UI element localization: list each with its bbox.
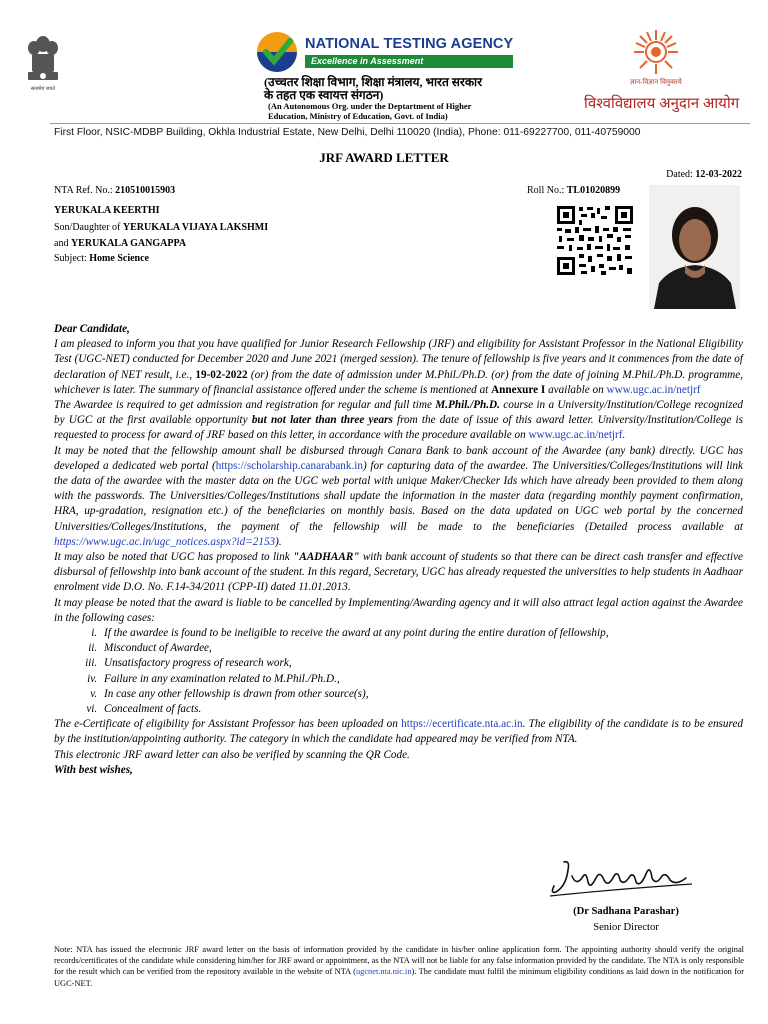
ugc-motto: ज्ञान-विज्ञान विमुक्तये [630,78,682,86]
signatory-name: (Dr Sadhana Parashar) [573,906,679,917]
parent-row-1 [54,222,268,233]
list-item: v. In case any other fellowship is drawn from other source(s), [100,687,743,702]
roll-label: Roll No.: [527,185,565,196]
closing: With best wishes, [54,763,133,776]
ugc-notice-link[interactable]: https://www.ugc.ac.in/ugc_notices.aspx?id=2153 [54,535,276,548]
nta-name: NATIONAL TESTING AGENCY [305,36,514,52]
letter-title: JRF AWARD LETTER [319,150,449,165]
deadline-text: but not later than three years [251,414,393,427]
p1-text-c: available on [548,383,604,396]
p3-text-a: It may be noted that the fellowship amount shall be disbursed through Canara Bank to bank account of the Awardee (any bank) directly. UGC has developed a dedicated web portal ( [54,444,743,472]
ugc-hindi-name: विश्वविद्यालय अनुदान आयोग [584,96,740,112]
paragraph-5: It may please be noted that the award is liable to be cancelled by Implementing/Awarding agency and it will also attract legal action against the Awardee in the following cases: [54,596,743,624]
p3-text-b: ) for capturing data of the awardee. The Universities/Colleges/Institutions will link the data of the awardee with the master data on the UGC web portal with unique Maker/Checker Ids which have already been provided to them along with the passwords. The Universities/Colleges/Institutions shall update the information in the master data (regarding monthly payment confirmation, HRA, up-gradation, resignation etc.) of the beneficiaries on monthly basis. Based on the data updated on UGC web portal by the concerned Universities/Colleges/Institutions, the payment of the fellowship will be made to the beneficiaries (Detailed process available at [54,459,743,533]
signatory-designation: Senior Director [593,922,659,933]
ecertificate-link[interactable]: https://ecertificate.nta.ac.in [401,718,523,731]
note-text-b: ). The candidate must fulfil the minimum eligibility conditions as laid down in the notification for UGC-NET. [54,967,744,988]
p1-text-b: (or) from the date of admission under M.Phil./Ph.D. (or) from the date of joining M.Phil./Ph.D. programme, whichever is later. The summary of financial assistance offered under the scheme is mentioned at [54,368,744,396]
subject-row [54,253,149,264]
list-item: vi. Concealment of facts. [100,702,743,717]
list-item: iv. Failure in any examination related to M.Phil./Ph.D., [100,672,743,687]
nta-autonomous-line-1: (An Autonomous Org. under the Deptartment of Higher [268,101,472,111]
p1-text-a: I am pleased to inform you that you have qualified for Junior Research Fellowship (JRF) and eligibility for Assistant Professor in the National Eligibility Test (UGC-NET) conducted for December 2020 and June 2021 (merged session). The tenure of fellowship is five years and it commences from the date of declaration of NET result, i.e., [54,338,743,381]
ref-row [54,185,175,196]
nta-logo-icon [255,30,299,74]
paragraph-1 [54,337,743,398]
net-result-date: 19-02-2022 [195,368,248,381]
course-label: M.Phil./Ph.D. [435,399,500,412]
ugc-netjrf-link[interactable]: www.ugc.ac.in/netjrf [606,383,701,396]
p6-text-a: The e-Certificate of eligibility for Assistant Professor has been uploaded on [54,718,398,731]
and-label: and [54,238,69,249]
paragraph-2: The Awardee is required to get admission and registration for regular and full time M.Phil./Ph.D. course in a University/Institution/College recognized by UGC at the first available opportunity but not later than three years from the date of issue of this award letter. University/Institution/College is requested to process for award of JRF based on this letter, in accordance with the procedure available on www.ugc.ac.in/netjrf. [54,399,744,442]
p4-text-b: with bank account of students so that there can be direct cash transfer and effective disbursal of fellowship into bank account of the student. In this regard, Secretary, UGC has already requested the universities to help students in Aadhaar enrolment vide D.O. No. F.14-34/2011 (CPP-II) dated 11.01.2013. [54,551,744,594]
p2-text-a: The Awardee is required to get admission and registration for regular and full time [54,399,432,412]
salutation: Dear Candidate, [54,323,130,335]
emblem-caption: सत्यमेव जयते [30,87,56,92]
p4-text-a: It may also be noted that UGC has proposed to link [54,551,290,564]
nta-hindi-line-1: (उच्चतर शिक्षा विभाग, शिक्षा मंत्रालय, भारत सरकार [264,75,483,89]
ref-value: 210510015903 [115,185,176,196]
parent-1-name: YERUKALA VIJAYA LAKSHMI [122,222,269,233]
p3-text-c: ). [275,535,282,548]
roll-row [527,185,620,196]
parent-2-name: YERUKALA GANGAPPA [70,238,187,249]
aadhaar-label: "AADHAAR" [293,551,360,564]
p2-text-c: from the date of issue of this award letter. University/Institution/College is requested to process for award of JRF based on this letter, in accordance with the procedure available on [54,414,744,442]
dated-label: Dated: [666,169,693,180]
nta-address: First Floor, NSIC-MDBP Building, Okhla Industrial Estate, New Delhi, Delhi 110020 (India), Phone: 011-69227700, 011-40759000 [54,127,641,138]
subject-value: Home Science [89,253,149,264]
candidate-photo [649,185,740,309]
annexure-label: Annexure I [491,383,546,396]
note-text-a: Note: NTA has issued the electronic JRF award letter on the basis of information provided by the candidate in his/her online application form. The appointing authority should verify the original records/certificates of the candidate while considering him/her for JRF award or appointment, as the NTA will not be liable for any false information provided by the candidate. The NTA is only responsible for the result which can be verified from the repository available in the website of NTA ( [54,945,744,977]
list-item: iii. Unsatisfactory progress of research work, [100,656,743,671]
list-item: i. If the awardee is found to be ineligible to receive the award at any point during the entire duration of fellowship, [100,626,743,641]
nta-hindi-line-2: के तहत एक स्वायत्त संगठन) [264,88,384,102]
canara-scholarship-link[interactable]: https://scholarship.canarabank.in [215,459,363,472]
cancellation-cases-list [54,626,743,717]
nta-tagline: Excellence in Assessment [305,55,513,68]
header-divider [50,123,750,124]
p2-text-b: course in a University/Institution/College recognized by UGC at the first available opportunity [54,399,744,427]
letter-body [54,322,743,778]
ugc-logo-icon [632,28,680,76]
paragraph-3 [54,444,743,550]
parent-prefix: Son/Daughter of [54,222,121,233]
paragraph-6 [54,717,743,747]
roll-value: TL01020899 [566,185,621,196]
paragraph-4 [54,550,743,596]
signature-image [546,856,696,902]
paragraph-7: This electronic JRF award letter can also be verified by scanning the QR Code. [54,748,410,761]
footer-note [54,944,744,989]
nta-autonomous-line-2: Education, Ministry of Education, Govt. of India) [268,111,448,121]
subject-label: Subject: [54,253,87,264]
list-item: ii. Misconduct of Awardee, [100,641,743,656]
dated-value: 12-03-2022 [695,169,742,180]
ugc-netjrf-link-2[interactable]: www.ugc.ac.in/netjrf [528,429,623,442]
ugcnet-website-link[interactable]: ugcnet.nta.nic.in [355,967,412,977]
parent-row-2 [54,238,186,249]
qr-code-icon [555,204,635,277]
p6-text-b: . The eligibility of the candidate is to be ensured by the institution/appointing authority. The category in which the candidate had appeared may be verified from NTA. [54,718,744,746]
dated-row [666,169,742,180]
national-emblem-icon [22,30,64,94]
ref-label: NTA Ref. No.: [54,185,113,196]
candidate-name: YERUKALA KEERTHI [54,205,160,216]
